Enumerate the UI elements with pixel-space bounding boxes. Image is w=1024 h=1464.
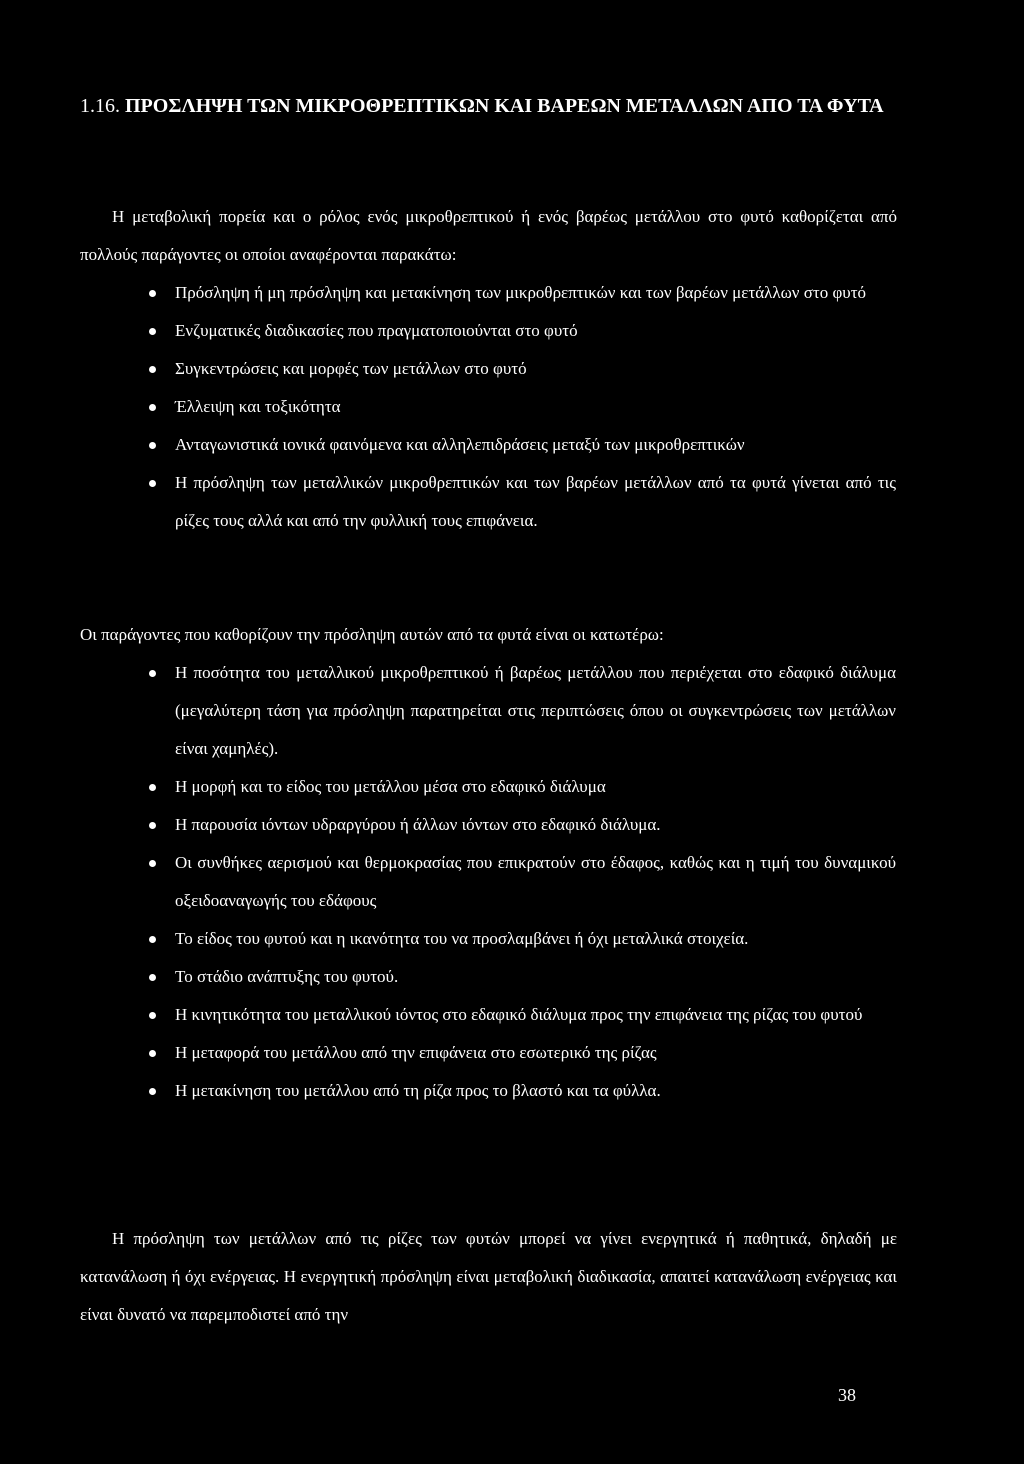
bullet-icon bbox=[149, 1012, 156, 1019]
section-title: ΠΡΟΣΛΗΨΗ ΤΩΝ ΜΙΚΡΟΘΡΕΠΤΙΚΩΝ ΚΑΙ ΒΑΡΕΩΝ ΜΕΤΑΛΛΩΝ ΑΠΟ ΤΑ ΦΥΤΑ bbox=[125, 95, 884, 117]
intro-paragraph: Η μεταβολική πορεία και ο ρόλος ενός μικροθρεπτικού ή ενός βαρέως μετάλλου στο φυτό καθορίζεται από πολλούς παράγοντες οι οποίοι αναφέρονται παρακάτω: bbox=[80, 207, 897, 264]
list-item bbox=[175, 350, 896, 388]
list-item bbox=[175, 920, 896, 958]
bullet-icon bbox=[149, 822, 156, 829]
bullet-icon bbox=[149, 442, 156, 449]
list-item-text: Η κινητικότητα του μεταλλικού ιόντος στο εδαφικό διάλυμα προς την επιφάνεια της ρίζας του φυτού bbox=[175, 1005, 863, 1024]
list-item-text: Η παρουσία ιόντων υδραργύρου ή άλλων ιόντων στο εδαφικό διάλυμα. bbox=[175, 815, 661, 834]
list-item bbox=[175, 844, 896, 920]
closing-paragraph: Η πρόσληψη των μετάλλων από τις ρίζες των φυτών μπορεί να γίνει ενεργητικά ή παθητικά, δηλαδή με κατανάλωση ή όχι ενέργειας. Η ενεργητική πρόσληψη είναι μεταβολική διαδικασία, απαιτεί κατανάλωση ενέργειας και είναι δυνατό να παρεμποδιστεί από την bbox=[80, 1229, 897, 1324]
bullet-icon bbox=[149, 480, 156, 487]
process-list bbox=[0, 274, 1024, 540]
bullet-icon bbox=[149, 1050, 156, 1057]
list-item bbox=[175, 426, 896, 464]
list-item bbox=[175, 1072, 896, 1110]
bullet-icon bbox=[149, 1088, 156, 1095]
list-item-text: Η μετακίνηση του μετάλλου από τη ρίζα προς το βλαστό και τα φύλλα. bbox=[175, 1081, 661, 1100]
factors-intro-paragraph: Οι παράγοντες που καθορίζουν την πρόσληψη αυτών από τα φυτά είναι οι κατωτέρω: bbox=[80, 625, 664, 644]
list-item-text: Ανταγωνιστικά ιονικά φαινόμενα και αλληλεπιδράσεις μεταξύ των μικροθρεπτικών bbox=[175, 435, 745, 454]
factors-list bbox=[0, 654, 1024, 1110]
list-item-text: Η ποσότητα του μεταλλικού μικροθρεπτικού ή βαρέως μετάλλου που περιέχεται στο εδαφικό διάλυμα (μεγαλύτερη τάση για πρόσληψη παρατηρείται στις περιπτώσεις όπου οι συγκεντρώσεις των μετάλλων είναι χαμηλές). bbox=[175, 663, 896, 758]
section-heading bbox=[80, 86, 960, 126]
bullet-icon bbox=[149, 974, 156, 981]
list-item bbox=[175, 274, 896, 312]
bullet-icon bbox=[149, 860, 156, 867]
bullet-icon bbox=[149, 936, 156, 943]
list-item-text: Πρόσληψη ή μη πρόσληψη και μετακίνηση των μικροθρεπτικών και των βαρέων μετάλλων στο φυτό bbox=[175, 283, 867, 302]
page-number: 38 bbox=[838, 1385, 856, 1405]
list-item bbox=[175, 654, 896, 768]
bullet-icon bbox=[149, 366, 156, 373]
list-item-text: Το στάδιο ανάπτυξης του φυτού. bbox=[175, 967, 399, 986]
bullet-icon bbox=[149, 784, 156, 791]
bullet-icon bbox=[149, 404, 156, 411]
bullet-icon bbox=[149, 670, 156, 677]
list-item bbox=[175, 806, 896, 844]
list-item-text: Συγκεντρώσεις και μορφές των μετάλλων στο φυτό bbox=[175, 359, 527, 378]
list-item bbox=[175, 996, 896, 1034]
list-item bbox=[175, 388, 896, 426]
list-item-text: Έλλειψη και τοξικότητα bbox=[175, 397, 341, 416]
list-item-text: Η πρόσληψη των μεταλλικών μικροθρεπτικών και των βαρέων μετάλλων από τα φυτά γίνεται από τις ρίζες τους αλλά και από την φυλλική τους επιφάνεια. bbox=[175, 473, 896, 530]
list-item bbox=[175, 464, 896, 540]
section-number: 1.16. bbox=[80, 95, 120, 117]
list-item bbox=[175, 768, 896, 806]
bullet-icon bbox=[149, 328, 156, 335]
bullet-icon bbox=[149, 290, 156, 297]
list-item-text: Το είδος του φυτού και η ικανότητα του να προσλαμβάνει ή όχι μεταλλικά στοιχεία. bbox=[175, 929, 749, 948]
list-item bbox=[175, 312, 896, 350]
list-item bbox=[175, 958, 896, 996]
list-item-text: Η μεταφορά του μετάλλου από την επιφάνεια στο εσωτερικό της ρίζας bbox=[175, 1043, 657, 1062]
list-item-text: Οι συνθήκες αερισμού και θερμοκρασίας που επικρατούν στο έδαφος, καθώς και η τιμή του δυναμικού οξειδοαναγωγής του εδάφους bbox=[175, 853, 896, 910]
list-item-text: Η μορφή και το είδος του μετάλλου μέσα στο εδαφικό διάλυμα bbox=[175, 777, 606, 796]
list-item-text: Ενζυματικές διαδικασίες που πραγματοποιούνται στο φυτό bbox=[175, 321, 578, 340]
list-item bbox=[175, 1034, 896, 1072]
